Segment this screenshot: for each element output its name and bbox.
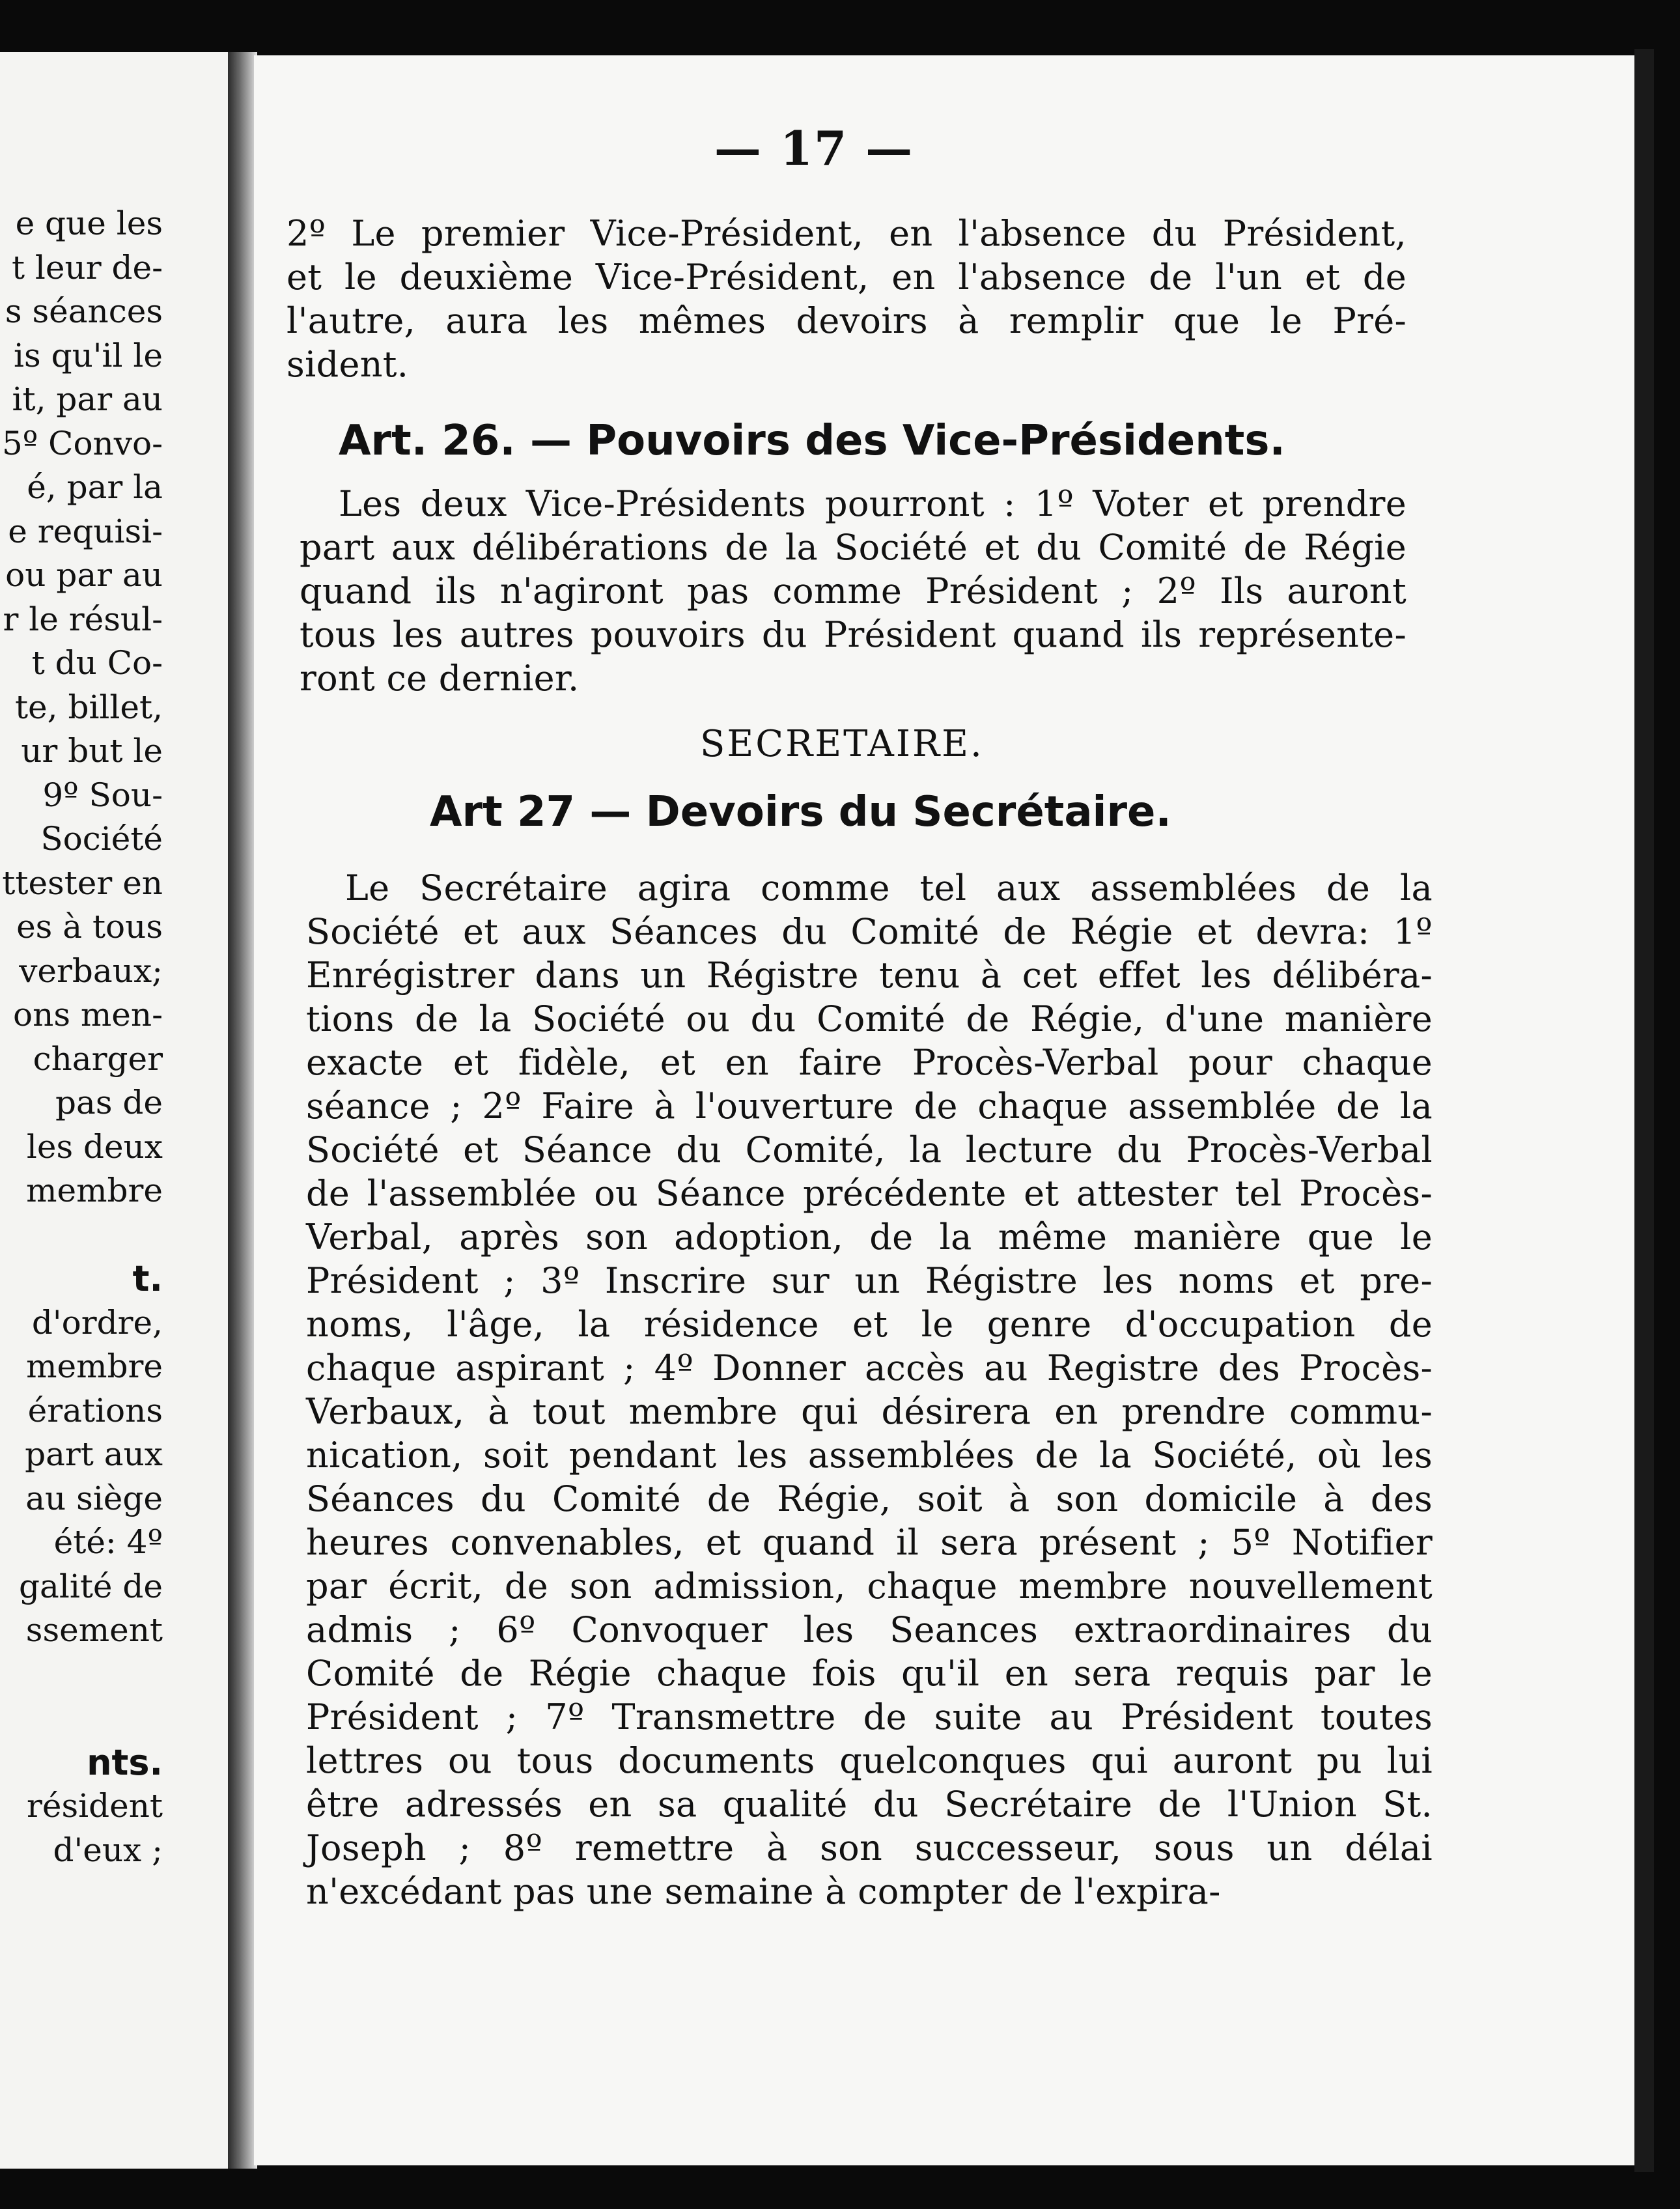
- left-text-line: r le résul-: [3, 600, 163, 638]
- left-text-line: nts.: [87, 1741, 163, 1783]
- left-text-line: ou par au: [5, 556, 163, 594]
- text-line: exacte et fidèle, et en faire Procès-Verbal pour chaque: [306, 1042, 1433, 1083]
- text-line: admis ; 6º Convoquer les Seances extraordinaires du: [306, 1609, 1433, 1650]
- left-text-line: es à tous: [16, 908, 163, 946]
- left-text-line: ssement: [25, 1611, 163, 1649]
- left-text-line: s séances: [5, 292, 163, 330]
- text-line: Enrégistrer dans un Régistre tenu à cet effet les délibéra-: [306, 955, 1433, 996]
- text-line: sident.: [287, 344, 409, 385]
- text-line: quand ils n'agiront pas comme Président ; 2º Ils auront: [300, 570, 1407, 612]
- left-page: [0, 52, 234, 2169]
- left-text-line: [0, 1213, 163, 1258]
- page-number: — 17 —: [714, 120, 914, 176]
- left-text-line: ttester en: [2, 864, 163, 902]
- left-page-text: [0, 202, 163, 1872]
- text-line: Les deux Vice-Présidents pourront : 1º Voter et prendre: [339, 483, 1407, 524]
- text-line: être adressés en sa qualité du Secrétaire de l'Union St.: [306, 1784, 1433, 1825]
- text-line: par écrit, de son admission, chaque membre nouvellement: [306, 1566, 1433, 1607]
- left-text-line: résident: [26, 1787, 163, 1825]
- text-line: Verbaux, à tout membre qui désirera en prendre commu-: [306, 1391, 1433, 1432]
- text-line: Société et Séance du Comité, la lecture du Procès-Verbal: [306, 1129, 1433, 1170]
- left-text-line: [0, 1653, 163, 1697]
- left-text-line: ons men-: [13, 996, 163, 1034]
- article-26-title: Art. 26. — Pouvoirs des Vice-Présidents.: [339, 417, 1285, 465]
- text-line: chaque aspirant ; 4º Donner accès au Registre des Procès-: [306, 1347, 1433, 1388]
- text-line: tions de la Société ou du Comité de Régie, d'une manière: [306, 998, 1433, 1039]
- article-27-title: Art 27 — Devoirs du Secrétaire.: [430, 788, 1171, 836]
- left-text-line: charger: [33, 1039, 163, 1078]
- text-line: n'excédant pas une semaine à compter de l'expira-: [306, 1871, 1221, 1912]
- text-line: Joseph ; 8º remettre à son successeur, sous un délai: [306, 1827, 1433, 1868]
- left-text-line: Société: [40, 820, 163, 858]
- left-text-line: te, billet,: [14, 688, 163, 726]
- left-text-line: 9º Sou-: [42, 776, 163, 814]
- left-text-line: au siège: [25, 1479, 163, 1517]
- left-text-line: is qu'il le: [14, 336, 163, 374]
- left-text-line: e que les: [15, 204, 163, 242]
- text-line: tous les autres pouvoirs du Président quand ils représente-: [300, 614, 1407, 655]
- left-text-line: 5º Convo-: [1, 424, 163, 462]
- left-text-line: t leur de-: [11, 248, 163, 287]
- left-text-line: d'eux ;: [53, 1831, 163, 1869]
- page-edge: [1634, 49, 1654, 2172]
- left-text-line: t du Co-: [31, 644, 163, 682]
- text-line: séance ; 2º Faire à l'ouverture de chaque assemblée de la: [306, 1086, 1433, 1127]
- left-text-line: [0, 1696, 163, 1741]
- section-title: SECRETAIRE.: [700, 723, 984, 765]
- text-line: Société et aux Séances du Comité de Régie et devra: 1º: [306, 911, 1433, 952]
- article-26-body: [300, 482, 1407, 700]
- text-line: de l'assemblée ou Séance précédente et attester tel Procès-: [306, 1173, 1433, 1214]
- text-line: Président ; 3º Inscrire sur un Régistre les noms et pre-: [306, 1260, 1433, 1301]
- article-25-continuation: [287, 212, 1407, 386]
- text-line: part aux délibérations de la Société et du Comité de Régie: [300, 527, 1407, 568]
- left-text-line: ur but le: [21, 732, 163, 770]
- text-line: Verbal, après son adoption, de la même manière que le: [306, 1217, 1433, 1258]
- left-text-line: d'ordre,: [31, 1303, 163, 1342]
- text-line: l'autre, aura les mêmes devoirs à remplir que le Pré-: [287, 300, 1407, 341]
- left-text-line: t.: [132, 1258, 163, 1299]
- text-line: 2º Le premier Vice-Président, en l'absence du Président,: [287, 213, 1407, 254]
- text-line: heures convenables, et quand il sera présent ; 5º Notifier: [306, 1522, 1433, 1563]
- left-text-line: galité de: [19, 1567, 163, 1605]
- text-line: Séances du Comité de Régie, soit à son domicile à des: [306, 1478, 1433, 1519]
- text-line: et le deuxième Vice-Président, en l'absence de l'un et de: [287, 257, 1407, 298]
- left-text-line: membre: [26, 1172, 163, 1209]
- text-line: Comité de Régie chaque fois qu'il en sera requis par le: [306, 1653, 1433, 1694]
- book-spine-shadow: [228, 52, 257, 2169]
- text-line: Le Secrétaire agira comme tel aux assemblées de la: [345, 867, 1433, 908]
- left-text-line: membre: [26, 1347, 163, 1385]
- left-text-line: é, par la: [27, 468, 163, 506]
- text-line: noms, l'âge, la résidence et le genre d'occupation de: [306, 1304, 1433, 1345]
- text-line: Président ; 7º Transmettre de suite au Président toutes: [306, 1696, 1433, 1738]
- left-text-line: e requisi-: [8, 512, 163, 550]
- text-line: lettres ou tous documents quelconques qui auront pu lui: [306, 1740, 1433, 1781]
- left-text-line: érations: [27, 1391, 163, 1429]
- left-text-line: part aux: [25, 1435, 163, 1473]
- left-text-line: été: 4º: [53, 1523, 163, 1561]
- text-line: ront ce dernier.: [300, 658, 580, 699]
- article-27-body: [306, 866, 1433, 1913]
- text-line: nication, soit pendant les assemblées de la Société, où les: [306, 1435, 1433, 1476]
- left-text-line: it, par au: [12, 380, 163, 418]
- left-text-line: les deux: [26, 1127, 163, 1166]
- left-text-line: verbaux;: [19, 951, 163, 990]
- left-text-line: pas de: [55, 1084, 163, 1121]
